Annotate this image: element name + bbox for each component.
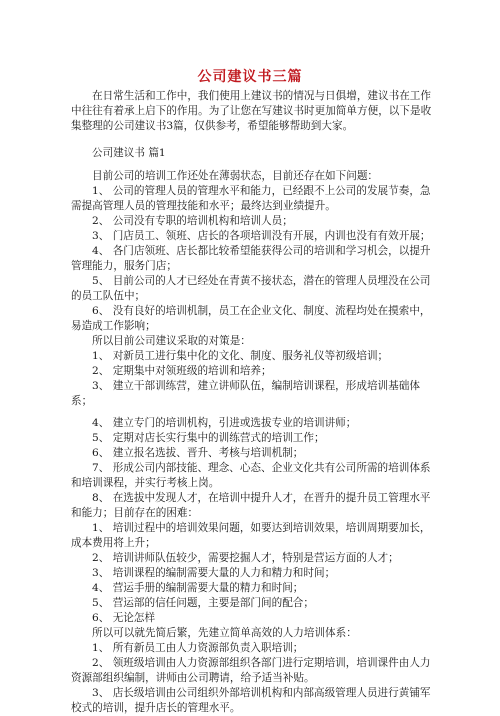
- paragraph: 5、 定期对店长实行集中的训练营式的培训工作；: [92, 432, 325, 444]
- paragraph: 5、 目前公司的人才已经处在青黄不接状态，潜在的管理人员埋没在公司的员工队伍中；: [71, 275, 431, 302]
- paragraph: 2、 领班级培训由人力资源部组织各部门进行定期培训，培训课件由人力资源部组织编制，讲师由公司聘请，给予适当补贴。: [71, 657, 431, 684]
- paragraph: 6、 没有良好的培训机制，员工在企业文化、制度、流程均处在摸索中，易造成工作影响；: [71, 305, 431, 332]
- paragraph: 所以可以就先简后繁，先建立简单高效的人力培训体系：: [92, 627, 357, 639]
- paragraph: 6、 无论怎样: [92, 612, 156, 624]
- paragraph: 3、 店长级培训由公司组织外部培训机构和内部高级管理人员进行黄铺军校式的培训，提升店长的管理水平。: [71, 687, 431, 714]
- paragraph: 5、 营运部的信任问题，主要是部门间的配合；: [92, 597, 314, 609]
- paragraph: 4、 各门店领班、店长都比较希望能获得公司的培训和学习机会，以提升管理能力，服务门店；: [71, 245, 431, 272]
- section-heading: 公司建议书 篇1: [92, 147, 166, 159]
- paragraph: 2、 公司没有专职的培训机构和培训人员；: [92, 215, 293, 227]
- intro-paragraph: 在日常生活和工作中，我们使用上建议书的情况与日俱增，建议书在工作中往往有着承上启下的作用。为了让您在写建议书时更加简单方便，以下是收集整理的公司建议书3篇，仅供参考，希望能够帮助到大家。: [71, 90, 432, 132]
- paragraph: 所以目前公司建议采取的对策是：: [92, 335, 251, 347]
- body-text: [71, 169, 433, 716]
- paragraph: 6、 建立报名选拔、晋升、考核与培训机制；: [92, 447, 304, 459]
- paragraph: 3、 门店员工、领班、店长的各项培训没有开展，内训也没有有效开展；: [92, 230, 431, 242]
- paragraph: 2、 定期集中对领班级的培训和培养；: [92, 365, 272, 377]
- paragraph: 8、 在选拔中发现人才，在培训中提升人才，在晋升的提升员工管理水平和能力；目前存在的困难：: [71, 492, 431, 519]
- paragraph: 2、 培训讲师队伍较少，需要挖掘人才，特别是营运方面的人才；: [92, 552, 399, 564]
- paragraph: 1、 对新员工进行集中化的文化、制度、服务礼仪等初级培训；: [92, 350, 389, 362]
- paragraph: 3、 建立干部训练营，建立讲师队伍，编制培训课程，形成培训基础体系；: [71, 380, 420, 407]
- paragraph: 3、 培训课程的编制需要大量的人力和精力和时间；: [92, 567, 336, 579]
- paragraph: 4、 建立专门的培训机构，引进或选拔专业的培训讲师；: [92, 417, 357, 429]
- paragraph: 目前公司的培训工作还处在薄弱状态，目前还存在如下问题：: [92, 170, 379, 182]
- paragraph: 7、 形成公司内部技能、理念、心态、企业文化共有公司所需的培训体系和培训课程，并实行考核上岗。: [71, 462, 431, 489]
- paragraph: 1、 所有新员工由人力资源部负责入职培训；: [92, 642, 304, 654]
- paragraph: 1、 培训过程中的培训效果问题，如要达到培训效果，培训周期要加长，成本费用将上升；: [71, 522, 431, 549]
- paragraph: 4、 营运手册的编制需要大量的精力和时间；: [92, 582, 304, 594]
- document-title: 公司建议书三篇: [197, 69, 303, 85]
- paragraph: 1、 公司的管理人员的管理水平和能力，已经跟不上公司的发展节奏，急需提高管理人员的管理技能和水平；最终达到业绩提升。: [71, 185, 431, 212]
